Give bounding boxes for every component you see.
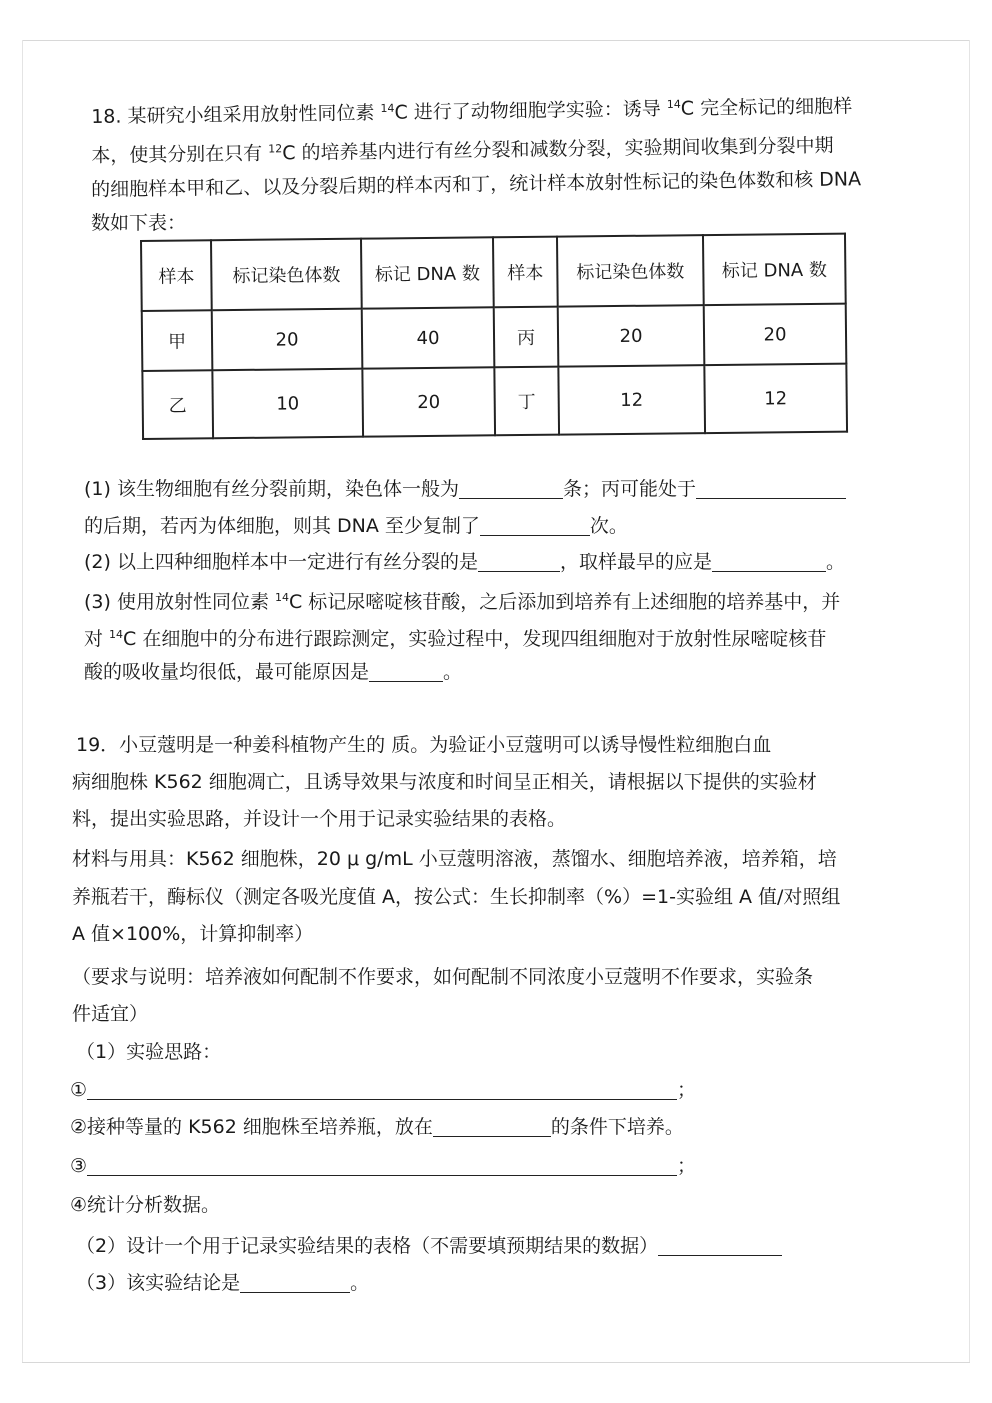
q19-line-6: A 值×100%，计算抑制率） — [72, 923, 314, 945]
q18-sub1-line-1: (1) 该生物细胞有丝分裂前期，染色体一般为 条；丙可能处于 — [84, 476, 846, 502]
q19-step-1: ① ； — [70, 1079, 697, 1101]
answer-blank[interactable] — [87, 1079, 677, 1100]
answer-blank[interactable] — [696, 478, 846, 499]
table-header-cell: 样本 — [141, 240, 212, 311]
q19-step-4: ④统计分析数据。 — [70, 1194, 221, 1216]
table-cell: 12 — [704, 364, 847, 433]
table-cell: 20 — [362, 367, 495, 436]
table-row — [142, 364, 847, 439]
q19-line-7: （要求与说明：培养液如何配制不作要求，如何配制不同浓度小豆蔻明不作要求，实验条 — [72, 966, 814, 988]
q19-line-8: 件适宜） — [72, 1003, 149, 1025]
answer-blank[interactable] — [478, 551, 560, 572]
q19-line-5: 养瓶若干，酶标仪（测定各吸光度值 A，按公式：生长抑制率（%）=1-实验组 A 值/对照组 — [72, 886, 841, 908]
q18-sub1-line-2: 的后期，若丙为体细胞，则其 DNA 至少复制了 次。 — [84, 515, 628, 537]
table-header-cell: 标记 DNA 数 — [361, 237, 494, 308]
answer-blank[interactable] — [459, 478, 563, 499]
q19-line-3: 料，提出实验思路，并设计一个用于记录实验结果的表格。 — [72, 808, 567, 830]
table-cell: 20 — [558, 305, 705, 367]
q19-line-4: 材料与用具：K562 细胞株，20 μ g/mL 小豆蔻明溶液，蒸馏水、细胞培养液，培养箱，培 — [72, 848, 837, 870]
q19-line-2: 病细胞株 K562 细胞凋亡，且诱导效果与浓度和时间呈正相关，请根据以下提供的实验材 — [72, 771, 817, 793]
table-header-cell: 标记 DNA 数 — [703, 234, 846, 305]
q18-sub2-line: (2) 以上四种细胞样本中一定进行有丝分裂的是 ，取样最早的应是 。 — [84, 551, 845, 573]
q18-intro-line-4: 数如下表： — [91, 212, 187, 234]
q19-line-9: （1）实验思路： — [76, 1041, 222, 1063]
table-cell: 丁 — [494, 367, 559, 436]
q18-data-table — [140, 233, 848, 440]
answer-blank[interactable] — [369, 661, 443, 682]
answer-blank[interactable] — [658, 1235, 782, 1256]
answer-blank[interactable] — [240, 1272, 350, 1293]
page-border — [22, 40, 23, 1362]
table-cell: 甲 — [142, 310, 213, 371]
table-cell: 40 — [362, 307, 495, 368]
q18-sub3-line-2: 对 $^{14}$C 在细胞中的分布进行跟踪测定，实验过程中，发现四组细胞对于放射性尿嘧啶核苷 — [84, 628, 827, 650]
table-cell: 20 — [704, 304, 847, 365]
table-cell: 丙 — [494, 307, 559, 368]
q18-sub3-line-1: (3) 使用放射性同位素 $^{14}$C 标记尿嘧啶核苷酸，之后添加到培养有上述细胞的培养基中，并 — [84, 591, 841, 613]
table-header-cell: 标记染色体数 — [557, 235, 704, 307]
q18-intro-line-3: 的细胞样本甲和乙、以及分裂后期的样本丙和丁，统计样本放射性标记的染色体数和核 DNA — [91, 168, 862, 201]
table-row — [142, 304, 847, 371]
q19-sub2: （2）设计一个用于记录实验结果的表格（不需要填预期结果的数据） — [76, 1233, 782, 1259]
answer-blank[interactable] — [433, 1116, 551, 1137]
q19-step-2: ②接种等量的 K562 细胞株至培养瓶，放在 的条件下培养。 — [70, 1116, 684, 1138]
answer-blank[interactable] — [712, 551, 826, 572]
table-cell: 20 — [212, 309, 363, 371]
page-border — [22, 1362, 970, 1363]
page-border — [22, 40, 970, 41]
q18-intro-line-1: 18. 某研究小组采用放射性同位素 $^{14}$C 进行了动物细胞学实验：诱导 $^{14}$C 完全标记的细胞样 — [91, 95, 853, 128]
page-border — [969, 40, 970, 1362]
table-cell: 12 — [558, 365, 705, 435]
q18-sub3-line-3: 酸的吸收量均很低，最可能原因是 。 — [84, 661, 463, 683]
answer-blank[interactable] — [87, 1155, 677, 1176]
table-header-row — [141, 234, 846, 311]
table-header-cell: 标记染色体数 — [211, 239, 362, 311]
answer-blank[interactable] — [480, 515, 590, 536]
table-cell: 10 — [212, 369, 363, 439]
q19-line-1: 19．小豆蔻明是一种姜科植物产生的 质。为验证小豆蔻明可以诱导慢性粒细胞白血 — [76, 734, 772, 756]
q19-step-3: ③ ； — [70, 1155, 697, 1177]
table-cell: 乙 — [142, 370, 213, 439]
q18-intro-line-2: 本，使其分别在只有 $^{12}$C 的培养基内进行有丝分裂和减数分裂，实验期间收集到分裂中期 — [91, 134, 834, 167]
table-header-cell: 样本 — [493, 237, 558, 308]
q19-sub3: （3）该实验结论是 。 — [76, 1272, 370, 1294]
